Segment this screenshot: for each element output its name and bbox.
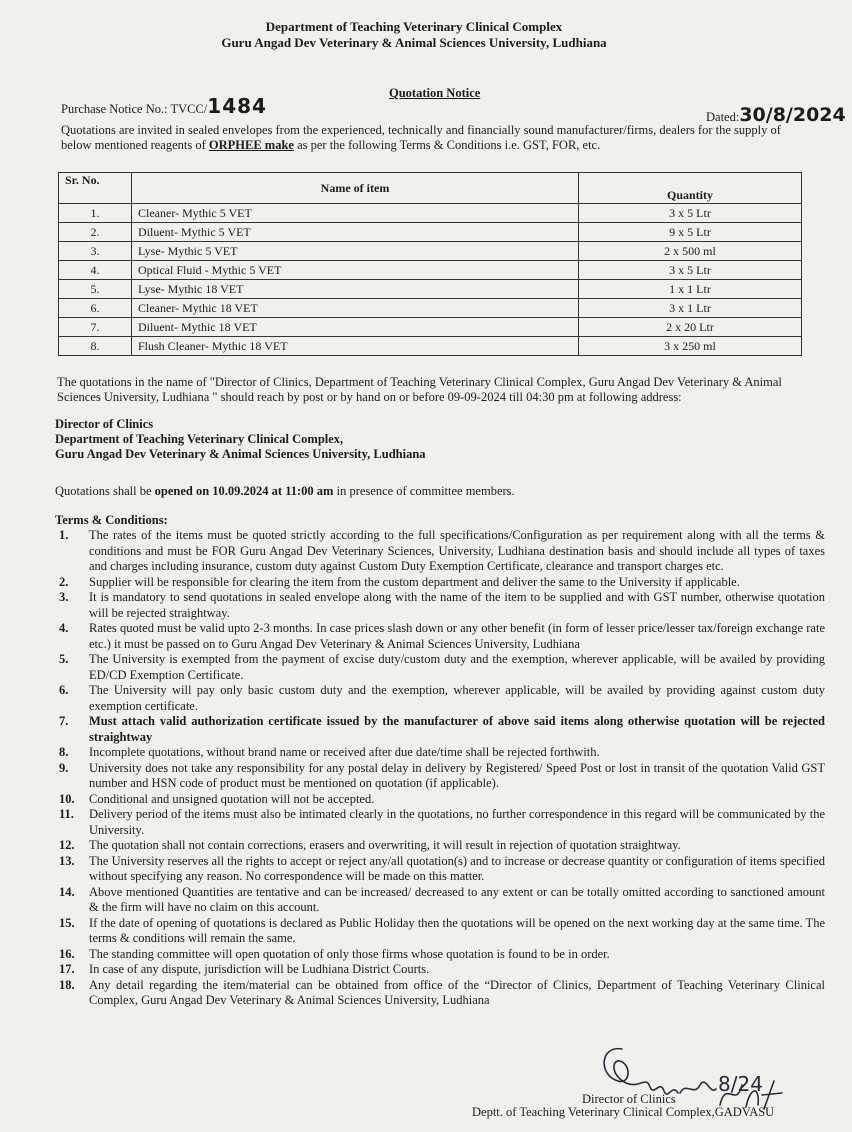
term-number: 13. — [59, 853, 75, 868]
terms-heading: Terms & Conditions: — [55, 513, 168, 527]
address-line-1: Director of Clinics — [55, 417, 154, 431]
term-text: Any detail regarding the item/material can be obtained from office of the “Director of Clinics, Department of Teaching Veterinary Clinical Complex, Guru Angad Dev Veterinary & Animal Sciences University, Ludhiana — [89, 977, 825, 1007]
term-text: Must attach valid authorization certificate issued by the manufacturer of above said items along otherwise quotation will be rejected straightway — [89, 714, 825, 744]
quantity-cell: 3 x 5 Ltr — [579, 261, 802, 280]
item-name-cell: Diluent- Mythic 18 VET — [132, 318, 579, 337]
term-item — [55, 807, 825, 838]
quantity-cell: 3 x 5 Ltr — [579, 204, 802, 223]
intro-paragraph — [61, 123, 813, 153]
term-text: University does not take any responsibility for any postal delay in delivery by Registered/ Speed Post or lost in transit of the quotation Valid GST number and HSN code of product must be mentioned on quotation (if applicable). — [89, 760, 825, 790]
item-name-cell: Lyse- Mythic 18 VET — [132, 280, 579, 299]
dated-handwritten-value: 30/8/2024 — [739, 104, 846, 126]
term-number: 15. — [59, 915, 75, 930]
items-table-header-row — [59, 173, 802, 204]
quantity-cell: 3 x 1 Ltr — [579, 299, 802, 318]
university-heading: Guru Angad Dev Veterinary & Animal Sciences University, Ludhiana — [221, 35, 607, 50]
term-text: The University reserves all the rights to accept or reject any/all quotation(s) and to increase or decrease quantity or configuration of items specified without specifying any reason. No correspondence will be made on this matter. — [89, 853, 825, 883]
term-number: 3. — [59, 590, 69, 604]
purchase-notice-label: Purchase Notice No.: TVCC/ — [61, 102, 208, 116]
sr-cell: 1. — [59, 204, 132, 223]
items-table-body — [59, 204, 802, 356]
opening-statement — [55, 484, 515, 499]
term-number: 1. — [59, 528, 69, 542]
table-row — [59, 337, 802, 356]
item-name-cell: Flush Cleaner- Mythic 18 VET — [132, 337, 579, 356]
term-text: Supplier will be responsible for clearing the item from the custom department and deliver the same to the University if applicable. — [89, 574, 740, 589]
term-number: 14. — [59, 884, 75, 899]
term-number: 16. — [59, 946, 75, 961]
item-name-cell: Diluent- Mythic 5 VET — [132, 223, 579, 242]
term-text: It is mandatory to send quotations in sealed envelope along with the name of the item to be supplied and with GST number, otherwise quotation will be rejected straightway. — [89, 590, 825, 620]
sr-cell: 6. — [59, 299, 132, 318]
table-row — [59, 242, 802, 261]
header-item-name: Name of item — [132, 173, 579, 204]
term-item — [55, 683, 825, 714]
term-text: The University will pay only basic custom duty and the exemption, wherever applicable, will be availed by providing against custom duty exemption certificate. — [89, 683, 825, 713]
table-row — [59, 223, 802, 242]
term-number: 11. — [59, 807, 74, 821]
address-line-2: Department of Teaching Veterinary Clinical Complex, — [55, 432, 344, 446]
quantity-cell: 1 x 1 Ltr — [579, 280, 802, 299]
item-name-cell: Cleaner- Mythic 18 VET — [132, 299, 579, 318]
term-number: 18. — [59, 977, 75, 992]
term-number: 9. — [59, 760, 69, 775]
purchase-notice-number — [61, 94, 267, 118]
signatory-department: Deptt. of Teaching Veterinary Clinical Complex,GADVASU — [472, 1105, 775, 1119]
term-number: 7. — [59, 714, 69, 728]
department-heading: Department of Teaching Veterinary Clinical Complex — [265, 19, 563, 34]
term-number: 8. — [59, 745, 69, 759]
term-number: 5. — [59, 652, 69, 666]
term-text: If the date of opening of quotations is declared as Public Holiday then the quotations will be opened on the next working day at the same time. The terms & conditions will remain the same. — [89, 915, 825, 945]
submission-paragraph: The quotations in the name of "Director of Clinics, Department of Teaching Veterinary Clinical Complex, Guru Angad Dev Veterinary & Animal Sciences University, Ludhiana " should reach by post or by hand on or before 09-09-2024 till 04:30 pm at following address: — [57, 375, 782, 404]
opening-date-time: opened on 10.09.2024 at 11:00 am — [154, 484, 334, 498]
sr-cell: 7. — [59, 318, 132, 337]
term-number: 12. — [59, 838, 75, 852]
term-text: Above mentioned Quantities are tentative and can be increased/ decreased to any extent or can be totally omitted according to sanctioned amount & the firm will have no claim on this account. — [89, 884, 825, 914]
purchase-notice-handwritten-number: 1484 — [207, 94, 267, 118]
signatory-title: Director of Clinics — [582, 1092, 676, 1106]
term-text: Delivery period of the items must also be intimated clearly in the quotations, no further correspondence in this regard will be communicated by the University. — [89, 807, 825, 837]
quantity-cell: 3 x 250 ml — [579, 337, 802, 356]
term-text: The rates of the items must be quoted strictly according to the full specifications/Configuration as per requirement along with all the terms & conditions and must be FOR Guru Angad Dev Veterinary Sciences, University, Ludhiana destination basis and should include all types of taxes and charges including insurance, custom duty against Custom Duty Exemption Certificate, clearance and transport charges etc. — [89, 528, 825, 573]
term-text: In case of any dispute, jurisdiction will be Ludhiana District Courts. — [89, 962, 430, 976]
signature-date-handwriting: 8/24 — [718, 1072, 763, 1096]
term-number: 17. — [59, 962, 75, 976]
term-item — [55, 590, 825, 621]
submission-address — [55, 417, 426, 462]
item-name-cell: Cleaner- Mythic 5 VET — [132, 204, 579, 223]
term-number: 4. — [59, 621, 69, 635]
term-item — [55, 652, 825, 683]
sr-cell: 3. — [59, 242, 132, 261]
term-item — [55, 792, 825, 808]
items-table — [58, 172, 802, 356]
term-item — [55, 885, 825, 916]
quantity-cell: 9 x 5 Ltr — [579, 223, 802, 242]
header-quantity: Quantity — [579, 173, 802, 204]
term-text: The University is exempted from the payment of excise duty/custom duty and the exemption, wherever applicable, will be availed by providing ED/CD Exemption Certificate. — [89, 652, 825, 682]
term-text: Conditional and unsigned quotation will not be accepted. — [89, 791, 375, 806]
term-item — [55, 978, 825, 1009]
term-text: Incomplete quotations, without brand name or received after due date/time shall be rejected forthwith. — [89, 745, 600, 759]
term-number: 10. — [59, 791, 75, 806]
table-row — [59, 280, 802, 299]
term-item — [55, 575, 825, 591]
term-item — [55, 962, 825, 978]
opening-text-before: Quotations shall be — [55, 484, 155, 498]
term-item — [55, 714, 825, 745]
term-item — [55, 621, 825, 652]
term-item — [55, 528, 825, 575]
term-item — [55, 947, 825, 963]
address-line-3: Guru Angad Dev Veterinary & Animal Sciences University, Ludhiana — [55, 447, 426, 461]
term-item — [55, 854, 825, 885]
notice-title: Quotation Notice — [389, 86, 481, 100]
intro-make: ORPHEE make — [208, 138, 294, 152]
term-item — [55, 761, 825, 792]
term-text: The standing committee will open quotation of only those firms whose quotation is found to be in order. — [89, 946, 610, 961]
term-text: The quotation shall not contain corrections, erasers and overwriting, it will result in rejection of quotation straightway. — [89, 838, 681, 852]
table-row — [59, 204, 802, 223]
sr-cell: 5. — [59, 280, 132, 299]
term-item — [55, 745, 825, 761]
table-row — [59, 299, 802, 318]
quantity-cell: 2 x 500 ml — [579, 242, 802, 261]
item-name-cell: Optical Fluid - Mythic 5 VET — [132, 261, 579, 280]
quantity-cell: 2 x 20 Ltr — [579, 318, 802, 337]
term-text: Rates quoted must be valid upto 2-3 months. In case prices slash down or any other benefit (in form of lesser price/lesser tax/foreign exchange rate etc.) it must be passed on to Guru Angad Dev Veterinary & Animal Sciences University, Ludhiana — [89, 621, 825, 651]
opening-text-after: in presence of committee members. — [333, 484, 515, 498]
item-name-cell: Lyse- Mythic 5 VET — [132, 242, 579, 261]
table-row — [59, 318, 802, 337]
terms-list — [55, 528, 825, 1009]
table-row — [59, 261, 802, 280]
term-item — [55, 838, 825, 854]
term-number: 6. — [59, 683, 69, 697]
sr-cell: 4. — [59, 261, 132, 280]
term-item — [55, 916, 825, 947]
term-number: 2. — [59, 574, 69, 589]
sr-cell: 2. — [59, 223, 132, 242]
intro-text-before: Quotations are invited in sealed envelopes from the experienced, technically and financially sound manufacturer/firms, dealers for the supply of below mentioned reagents of — [61, 123, 781, 152]
intro-text-after: as per the following Terms & Conditions i.e. GST, FOR, etc. — [293, 138, 601, 152]
header-sr-no: Sr. No. — [59, 173, 132, 204]
sr-cell: 8. — [59, 337, 132, 356]
dated-label: Dated: — [706, 110, 740, 124]
